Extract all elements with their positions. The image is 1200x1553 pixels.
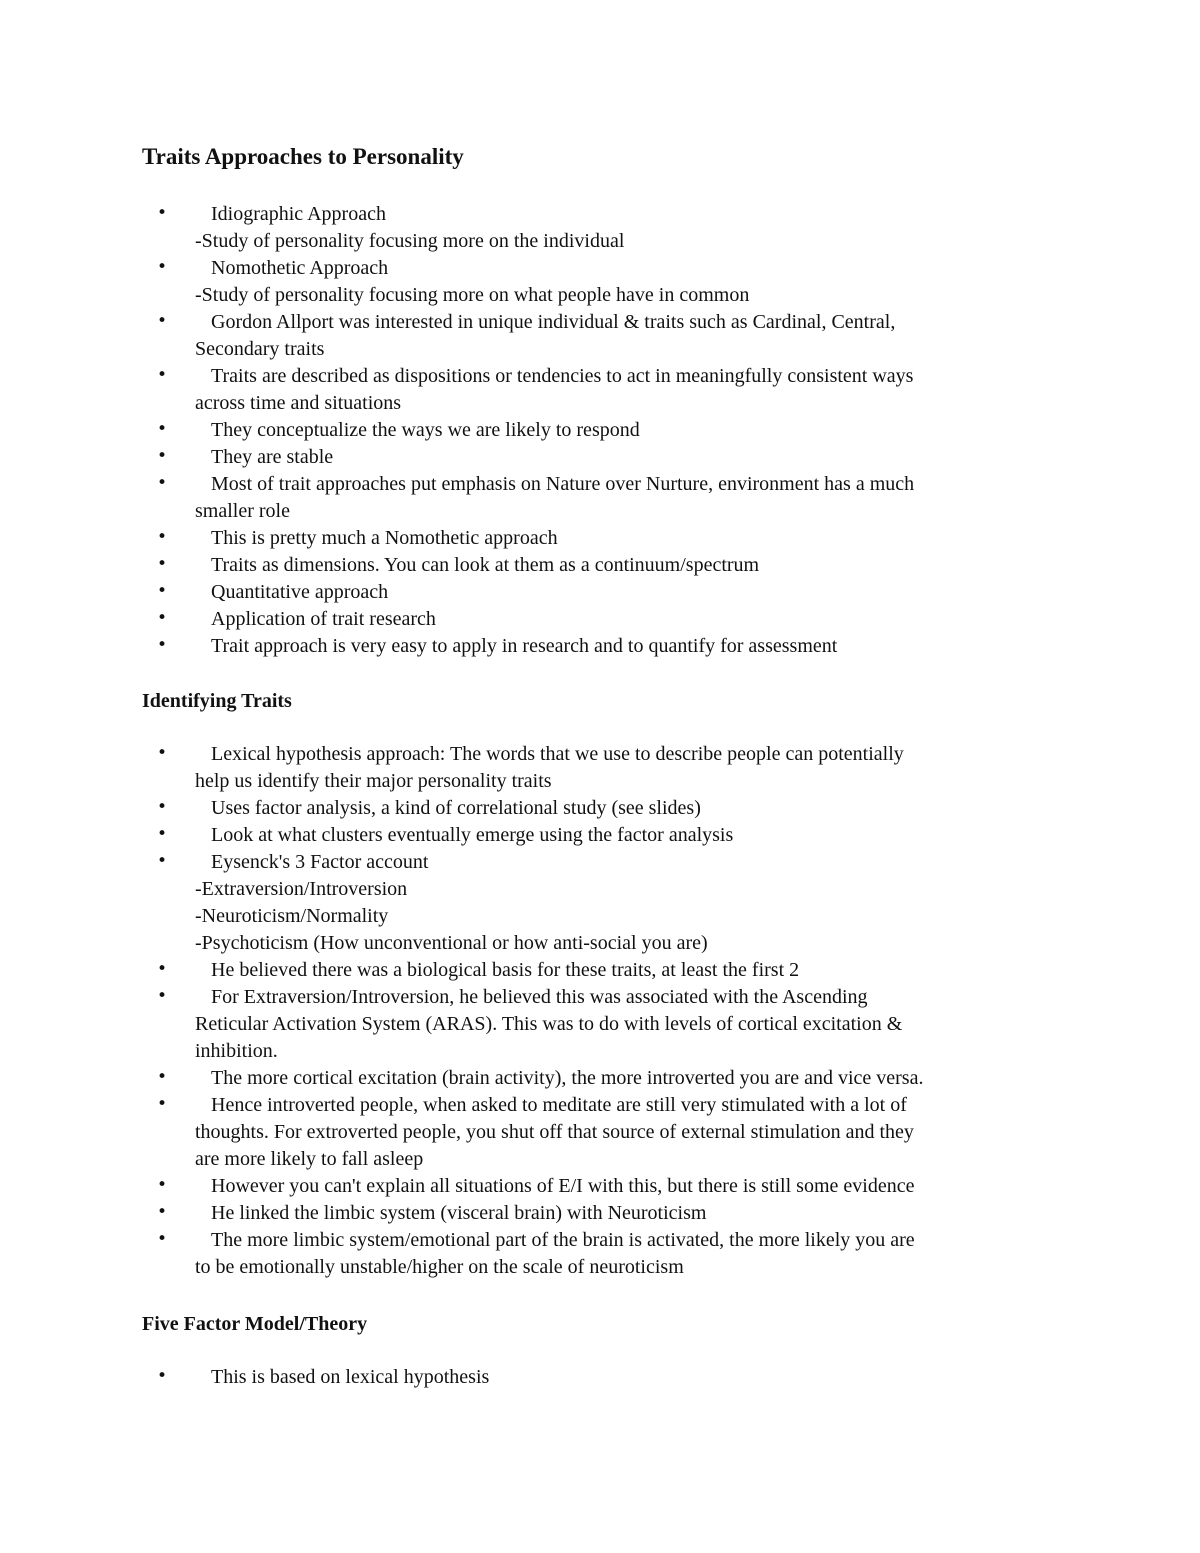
list-item-text: Gordon Allport was interested in unique individual & traits such as Cardinal, Central,	[211, 311, 896, 333]
list-item-text-continued: inhibition.	[195, 1040, 278, 1062]
list-item-text-continued: across time and situations	[195, 392, 402, 414]
bullet-icon: •	[157, 959, 168, 979]
list-item-text: Idiographic Approach	[211, 203, 386, 225]
bullet-icon: •	[157, 608, 168, 628]
list-item-text: Trait approach is very easy to apply in research and to quantify for assessment	[211, 635, 838, 657]
list-item-text: The more limbic system/emotional part of the brain is activated, the more likely you are	[211, 1229, 915, 1251]
list-item-text: This is based on lexical hypothesis	[211, 1366, 490, 1388]
bullet-icon: •	[157, 419, 168, 439]
sub-item-text: -Extraversion/Introversion	[195, 878, 408, 900]
list-item-text: However you can't explain all situations of E/I with this, but there is still some evidence	[211, 1175, 915, 1197]
page-title: Traits Approaches to Personality	[142, 144, 464, 169]
list-item-text: Quantitative approach	[211, 581, 389, 603]
list-item-text-continued: Secondary traits	[195, 338, 325, 360]
bullet-icon: •	[157, 851, 168, 871]
list-item-text: Uses factor analysis, a kind of correlational study (see slides)	[211, 797, 701, 819]
sub-item-text: -Neuroticism/Normality	[195, 905, 389, 927]
bullet-icon: •	[157, 1366, 168, 1386]
section-heading: Five Factor Model/Theory	[142, 1313, 368, 1335]
list-item-text: Eysenck's 3 Factor account	[211, 851, 429, 873]
list-item-text-continued: Reticular Activation System (ARAS). This was to do with levels of cortical excitation &	[195, 1013, 903, 1035]
list-item-text: Application of trait research	[211, 608, 436, 630]
list-item-text: He linked the limbic system (visceral brain) with Neuroticism	[211, 1202, 707, 1224]
bullet-icon: •	[157, 554, 168, 574]
sub-item-text: -Study of personality focusing more on what people have in common	[195, 284, 750, 306]
bullet-icon: •	[157, 581, 168, 601]
list-item-text: The more cortical excitation (brain activity), the more introverted you are and vice versa.	[211, 1067, 924, 1089]
bullet-icon: •	[157, 1067, 168, 1087]
list-item-text-continued: smaller role	[195, 500, 290, 522]
bullet-icon: •	[157, 986, 168, 1006]
sub-item-text: -Study of personality focusing more on the individual	[195, 230, 625, 252]
bullet-icon: •	[157, 257, 168, 277]
list-item-text: Hence introverted people, when asked to meditate are still very stimulated with a lot of	[211, 1094, 907, 1116]
bullet-icon: •	[157, 203, 168, 223]
bullet-icon: •	[157, 311, 168, 331]
list-item-text: Lexical hypothesis approach: The words that we use to describe people can potentially	[211, 743, 904, 765]
bullet-icon: •	[157, 1094, 168, 1114]
list-item-text: They are stable	[211, 446, 334, 468]
bullet-icon: •	[157, 743, 168, 763]
list-item-text-continued: to be emotionally unstable/higher on the scale of neuroticism	[195, 1256, 684, 1278]
list-item-text-continued: help us identify their major personality traits	[195, 770, 552, 792]
bullet-icon: •	[157, 473, 168, 493]
list-item-text-continued: are more likely to fall asleep	[195, 1148, 424, 1170]
list-item-text: Traits are described as dispositions or tendencies to act in meaningfully consistent ways	[211, 365, 914, 387]
list-item-text: For Extraversion/Introversion, he believed this was associated with the Ascending	[211, 986, 868, 1008]
bullet-icon: •	[157, 635, 168, 655]
section-heading: Identifying Traits	[142, 690, 292, 712]
list-item-text-continued: thoughts. For extroverted people, you shut off that source of external stimulation and they	[195, 1121, 914, 1143]
list-item-text: Look at what clusters eventually emerge using the factor analysis	[211, 824, 734, 846]
bullet-icon: •	[157, 446, 168, 466]
bullet-icon: •	[157, 1202, 168, 1222]
bullet-icon: •	[157, 1229, 168, 1249]
list-item-text: He believed there was a biological basis for these traits, at least the first 2	[211, 959, 800, 981]
list-item-text: They conceptualize the ways we are likely to respond	[211, 419, 640, 441]
list-item-text: This is pretty much a Nomothetic approach	[211, 527, 558, 549]
sub-item-text: -Psychoticism (How unconventional or how anti-social you are)	[195, 932, 708, 954]
list-item-text: Nomothetic Approach	[211, 257, 389, 279]
bullet-icon: •	[157, 365, 168, 385]
list-item-text: Most of trait approaches put emphasis on Nature over Nurture, environment has a much	[211, 473, 915, 495]
bullet-icon: •	[157, 527, 168, 547]
list-item-text: Traits as dimensions. You can look at them as a continuum/spectrum	[211, 554, 760, 576]
bullet-icon: •	[157, 1175, 168, 1195]
bullet-icon: •	[157, 824, 168, 844]
bullet-icon: •	[157, 797, 168, 817]
